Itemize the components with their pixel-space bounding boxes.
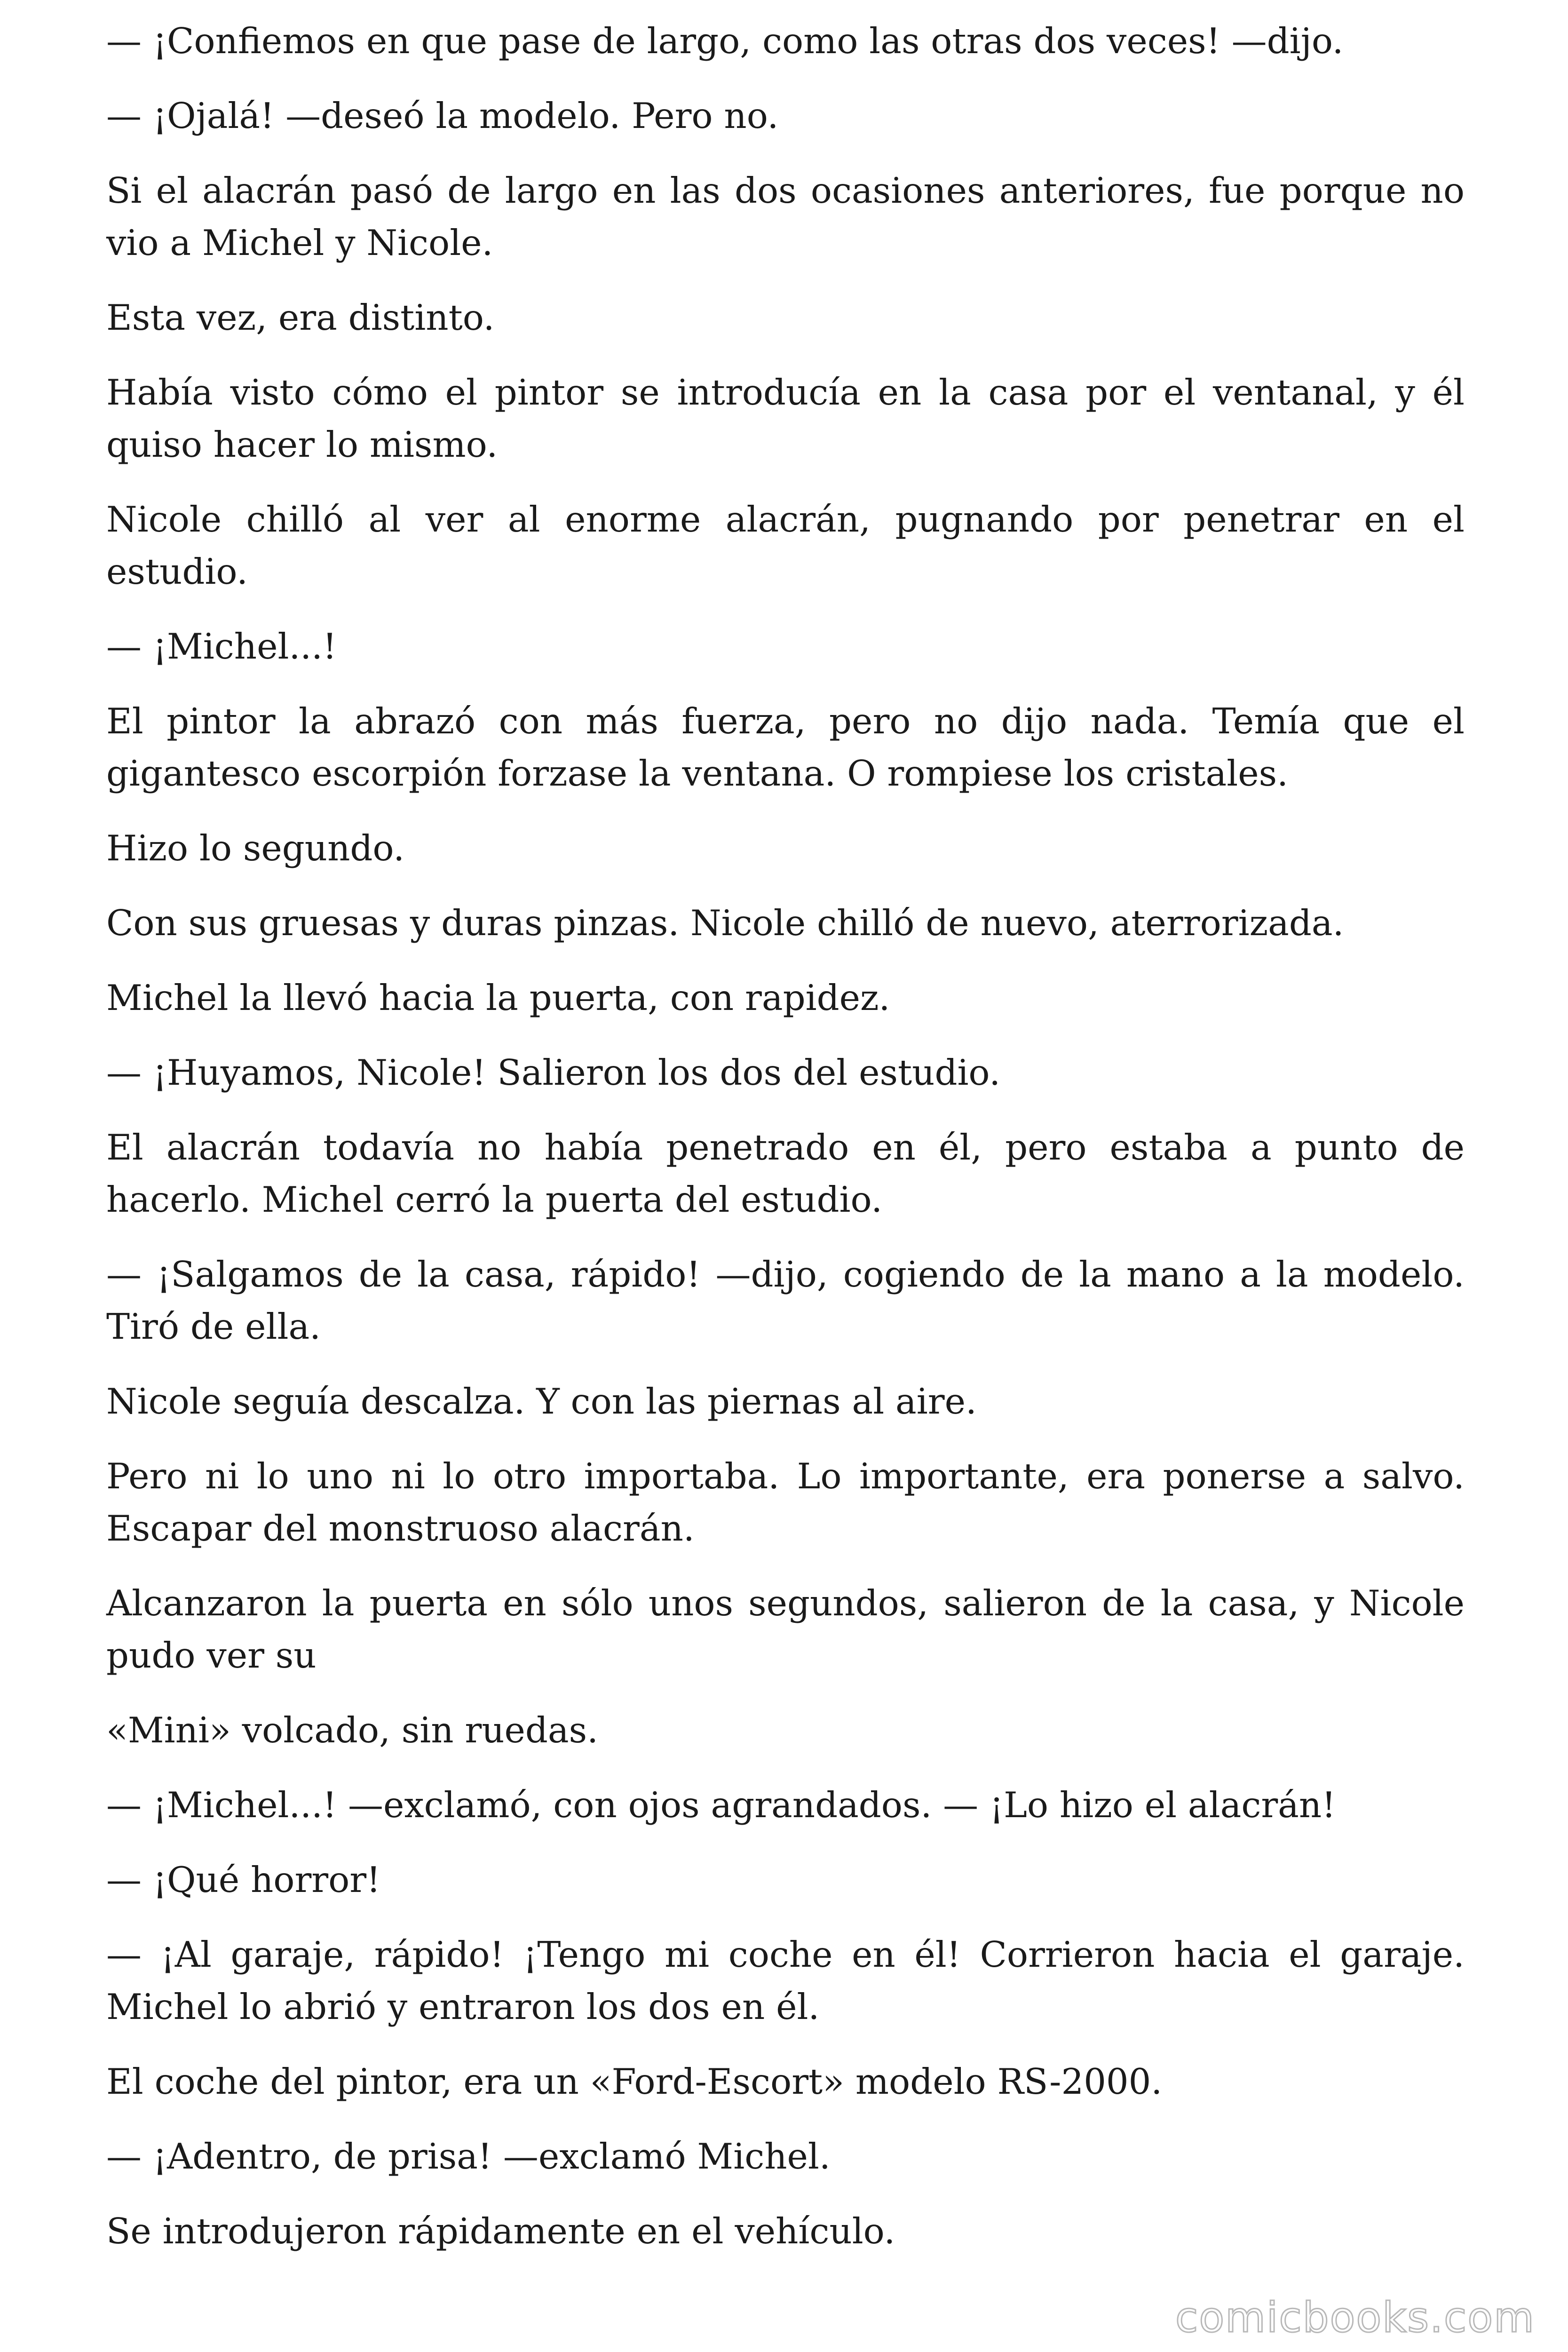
paragraph: Había visto cómo el pintor se introducía en la casa por el ventanal, y él quiso hacer lo mismo. (106, 372, 1465, 465)
paragraph: El pintor la abrazó con más fuerza, pero no dijo nada. Temía que el gigantesco escorpión forzase la ventana. O rompiese los cristales. (106, 700, 1465, 794)
paragraph: — ¡Salgamos de la casa, rápido! —dijo, cogiendo de la mano a la modelo. Tiró de ella. (106, 1254, 1465, 1347)
paragraph: — ¡Huyamos, Nicole! Salieron los dos del estudio. (106, 1052, 1001, 1093)
paragraph: — ¡Ojalá! —deseó la modelo. Pero no. (106, 95, 779, 136)
paragraph: El coche del pintor, era un «Ford-Escort» modelo RS-2000. (106, 2061, 1163, 2102)
paragraph: — ¡Adentro, de prisa! —exclamó Michel. (106, 2136, 831, 2177)
paragraph: El alacrán todavía no había penetrado en él, pero estaba a punto de hacerlo. Michel cerró la puerta del estudio. (106, 1127, 1465, 1220)
paragraph: — ¡Michel...! —exclamó, con ojos agrandados. — ¡Lo hizo el alacrán! (106, 1784, 1336, 1826)
paragraph: — ¡Qué horror! (106, 1859, 381, 1900)
paragraph: Michel la llevó hacia la puerta, con rapidez. (106, 977, 890, 1018)
paragraph: — ¡Michel...! (106, 626, 337, 667)
paragraph: Con sus gruesas y duras pinzas. Nicole chilló de nuevo, aterrorizada. (106, 902, 1344, 944)
paragraph: Se introdujeron rápidamente en el vehículo. (106, 2210, 895, 2252)
paragraph: «Mini» volcado, sin ruedas. (106, 1709, 598, 1751)
text-column (106, 15, 1465, 2280)
paragraph: — ¡Confiemos en que pase de largo, como las otras dos veces! —dijo. (106, 20, 1344, 62)
paragraph: Pero ni lo uno ni lo otro importaba. Lo importante, era ponerse a salvo. Escapar del monstruoso alacrán. (106, 1455, 1465, 1549)
paragraph: Si el alacrán pasó de largo en las dos ocasiones anteriores, fue porque no vio a Michel y Nicole. (106, 170, 1465, 263)
paragraph: Hizo lo segundo. (106, 827, 405, 869)
paragraph: — ¡Al garaje, rápido! ¡Tengo mi coche en él! Corrieron hacia el garaje. Michel lo abrió y entraron los dos en él. (106, 1934, 1465, 2027)
paragraph: Nicole seguía descalza. Y con las piernas al aire. (106, 1381, 977, 1422)
paragraph: Nicole chilló al ver al enorme alacrán, pugnando por penetrar en el estudio. (106, 499, 1465, 592)
paragraph: Alcanzaron la puerta en sólo unos segundos, salieron de la casa, y Nicole pudo ver su (106, 1582, 1465, 1676)
paragraph: Esta vez, era distinto. (106, 297, 495, 338)
watermark: comicbooks.com (1175, 2293, 1535, 2342)
